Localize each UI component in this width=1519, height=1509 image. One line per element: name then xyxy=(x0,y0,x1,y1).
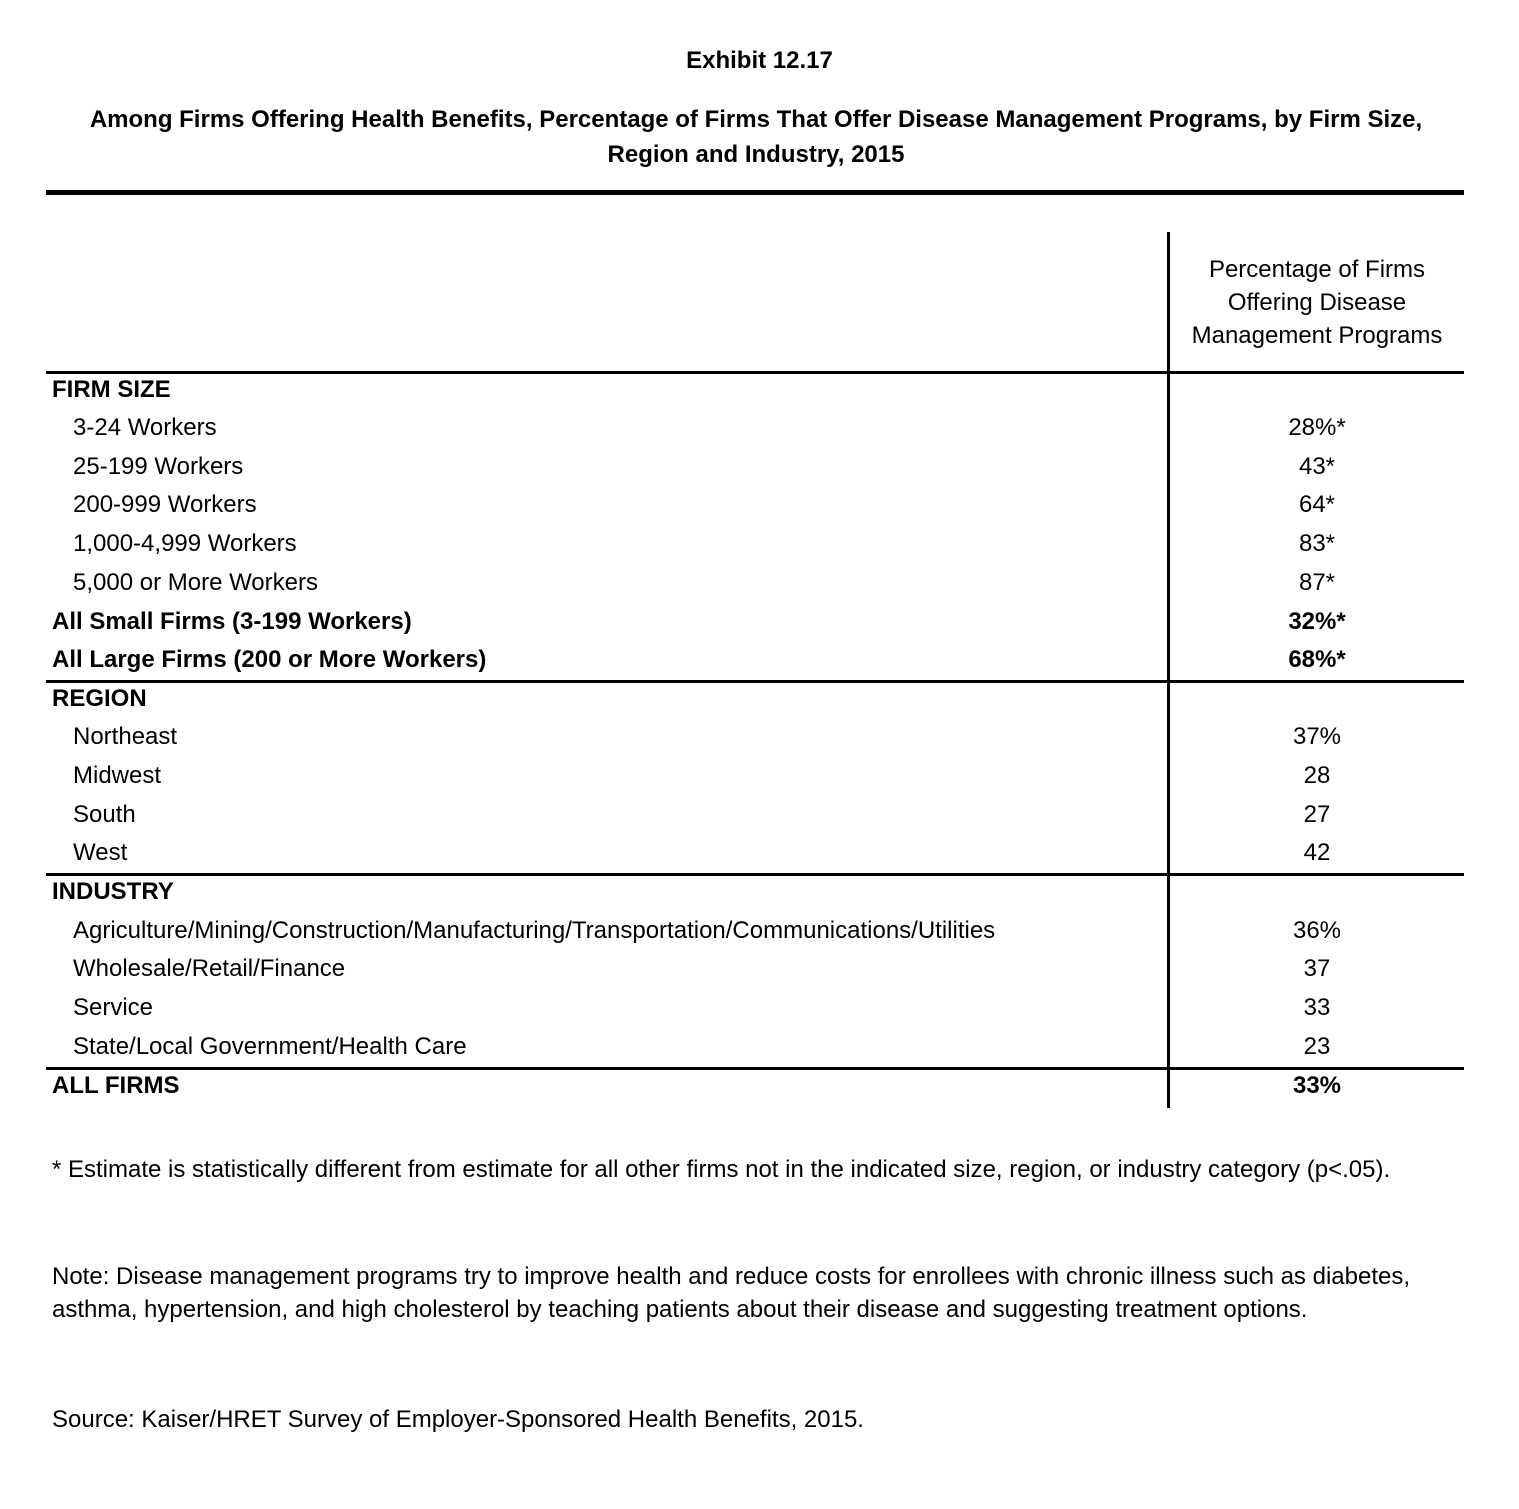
exhibit-number: Exhibit 12.17 xyxy=(686,47,833,74)
row-label: West xyxy=(73,839,128,866)
table-row xyxy=(46,718,1464,756)
section-label: FIRM SIZE xyxy=(52,376,171,403)
table-row xyxy=(46,486,1464,524)
column-header: Percentage of Firms Offering Disease Management Programs xyxy=(1191,256,1443,349)
section-heading-industry xyxy=(46,873,1464,911)
table-row xyxy=(46,448,1464,486)
table-row xyxy=(46,796,1464,834)
row-label: 200-999 Workers xyxy=(73,491,257,518)
significance-footnote: * Estimate is statistically different from estimate for all other firms not in the indicated size, region, or industry category (p<.05). xyxy=(52,1156,1391,1183)
row-label: 5,000 or More Workers xyxy=(73,569,318,596)
table-row xyxy=(46,564,1464,602)
row-value: 33 xyxy=(1303,994,1331,1021)
row-value: 33% xyxy=(1292,1072,1342,1099)
row-label: All Large Firms (200 or More Workers) xyxy=(52,646,487,673)
source-text: Source: Kaiser/HRET Survey of Employer-Sponsored Health Benefits, 2015. xyxy=(52,1406,864,1433)
row-value: 83* xyxy=(1298,530,1336,557)
row-value: 37 xyxy=(1303,955,1331,982)
row-label: Midwest xyxy=(73,762,162,789)
row-label: South xyxy=(73,801,136,828)
row-value: 27 xyxy=(1303,801,1331,828)
section-heading-firm-size xyxy=(46,371,1464,409)
table-row xyxy=(46,834,1464,872)
row-value: 23 xyxy=(1303,1033,1331,1060)
row-label: Wholesale/Retail/Finance xyxy=(73,955,346,982)
section-heading-region xyxy=(46,680,1464,718)
table-row xyxy=(46,912,1464,950)
row-value: 64* xyxy=(1298,491,1336,518)
row-label: 1,000-4,999 Workers xyxy=(73,530,297,557)
table-row xyxy=(46,1028,1464,1066)
section-label: INDUSTRY xyxy=(52,878,174,905)
row-label: ALL FIRMS xyxy=(52,1072,180,1099)
row-label: Service xyxy=(73,994,154,1021)
row-value: 42 xyxy=(1303,839,1331,866)
row-value: 28%* xyxy=(1288,414,1346,441)
exhibit-title: Among Firms Offering Health Benefits, Percentage of Firms That Offer Disease Management Programs, by Firm Size, Region and Industry, 2015 xyxy=(89,106,1423,168)
row-value: 28 xyxy=(1303,762,1331,789)
row-label: Agriculture/Mining/Construction/Manufacturing/Transportation/Communications/Utilities xyxy=(73,917,996,944)
summary-row-large-firms xyxy=(46,641,1464,679)
row-label: Northeast xyxy=(73,723,178,750)
row-label: 25-199 Workers xyxy=(73,453,244,480)
row-value: 43* xyxy=(1298,453,1336,480)
total-row-all-firms xyxy=(46,1067,1464,1105)
top-rule-divider xyxy=(46,190,1464,195)
table-row xyxy=(46,950,1464,988)
row-value: 87* xyxy=(1298,569,1336,596)
summary-row-small-firms xyxy=(46,603,1464,641)
row-value: 37% xyxy=(1292,723,1342,750)
table-row xyxy=(46,757,1464,795)
row-value: 36% xyxy=(1292,917,1342,944)
row-label: State/Local Government/Health Care xyxy=(73,1033,467,1060)
row-label: 3-24 Workers xyxy=(73,414,217,441)
table-row xyxy=(46,525,1464,563)
table-row xyxy=(46,989,1464,1027)
row-value: 68%* xyxy=(1288,646,1346,673)
row-label: All Small Firms (3-199 Workers) xyxy=(52,608,412,635)
table-row xyxy=(46,409,1464,447)
row-value: 32%* xyxy=(1288,608,1346,635)
note-text: Note: Disease management programs try to improve health and reduce costs for enrollees with chronic illness such as diabetes, asthma, hypertension, and high cholesterol by teaching patients about their disease and suggesting treatment options. xyxy=(52,1263,1411,1323)
section-label: REGION xyxy=(52,685,147,712)
